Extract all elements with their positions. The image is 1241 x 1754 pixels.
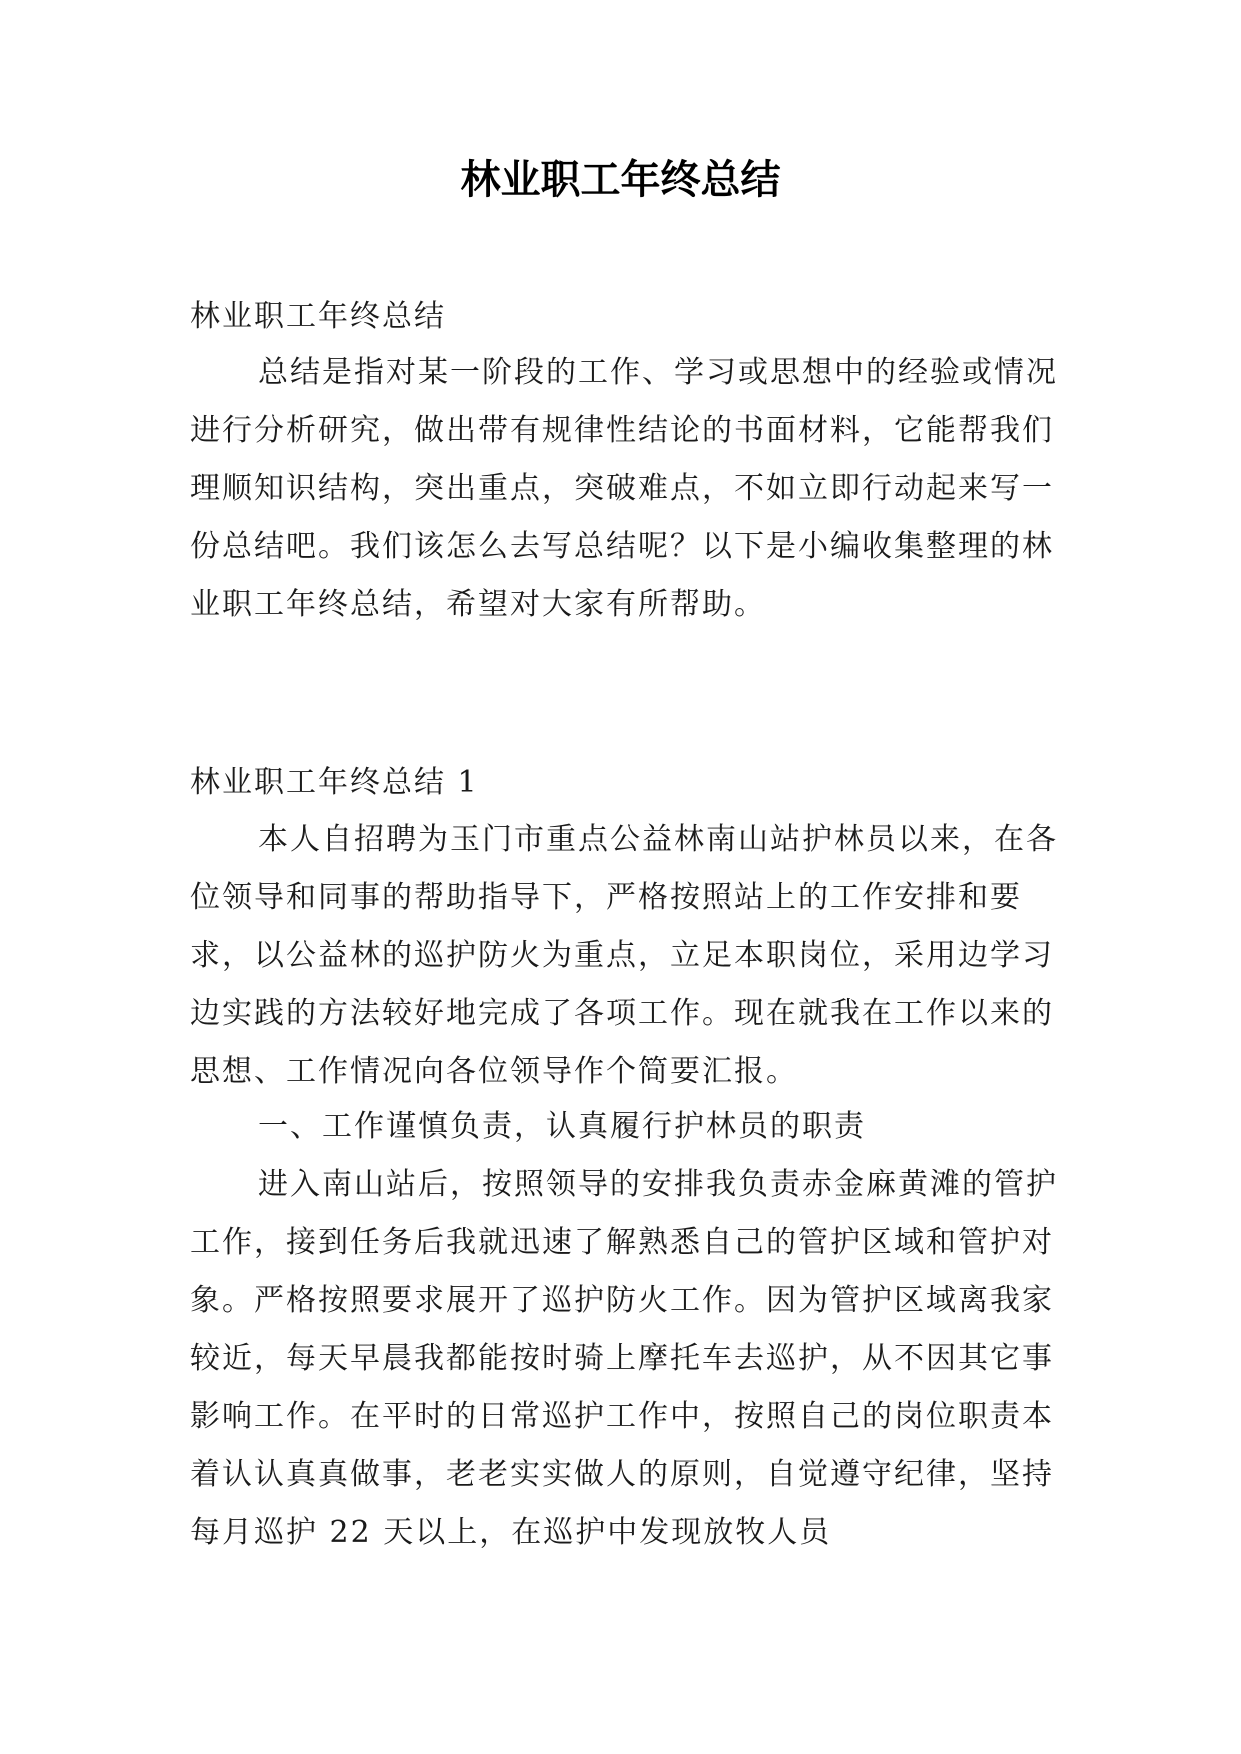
document-title: 林业职工年终总结 bbox=[460, 156, 781, 203]
document-heading: 林业职工年终总结 bbox=[190, 299, 446, 334]
section-title: 林业职工年终总结 1 bbox=[190, 765, 479, 800]
body-paragraph-1: 本人自招聘为玉门市重点公益林南山站护林员以来，在各位领导和同事的帮助指导下，严格按照站上的工作安排和要求，以公益林的巡护防火为重点，立足本职岗位，采用边学习边实践的方法较好地完成了各项工作。现在就我在工作以来的思想、工作情况向各位领导作个简要汇报。 bbox=[190, 822, 1058, 1089]
sub-heading: 一、工作谨慎负责，认真履行护林员的职责 bbox=[258, 1109, 866, 1144]
intro-paragraph: 总结是指对某一阶段的工作、学习或思想中的经验或情况进行分析研究，做出带有规律性结论的书面材料，它能帮我们理顺知识结构，突出重点，突破难点，不如立即行动起来写一份总结吧。我们该怎么去写总结呢？以下是小编收集整理的林业职工年终总结，希望对大家有所帮助。 bbox=[190, 355, 1058, 622]
body-paragraph-2: 进入南山站后，按照领导的安排我负责赤金麻黄滩的管护工作，接到任务后我就迅速了解熟悉自己的管护区域和管护对象。严格按照要求展开了巡护防火工作。因为管护区域离我家较近，每天早晨我都能按时骑上摩托车去巡护，从不因其它事影响工作。在平时的日常巡护工作中，按照自己的岗位职责本着认认真真做事，老老实实做人的原则，自觉遵守纪律，坚持每月巡护 22 天以上，在巡护中发现放牧人员 bbox=[190, 1167, 1058, 1550]
